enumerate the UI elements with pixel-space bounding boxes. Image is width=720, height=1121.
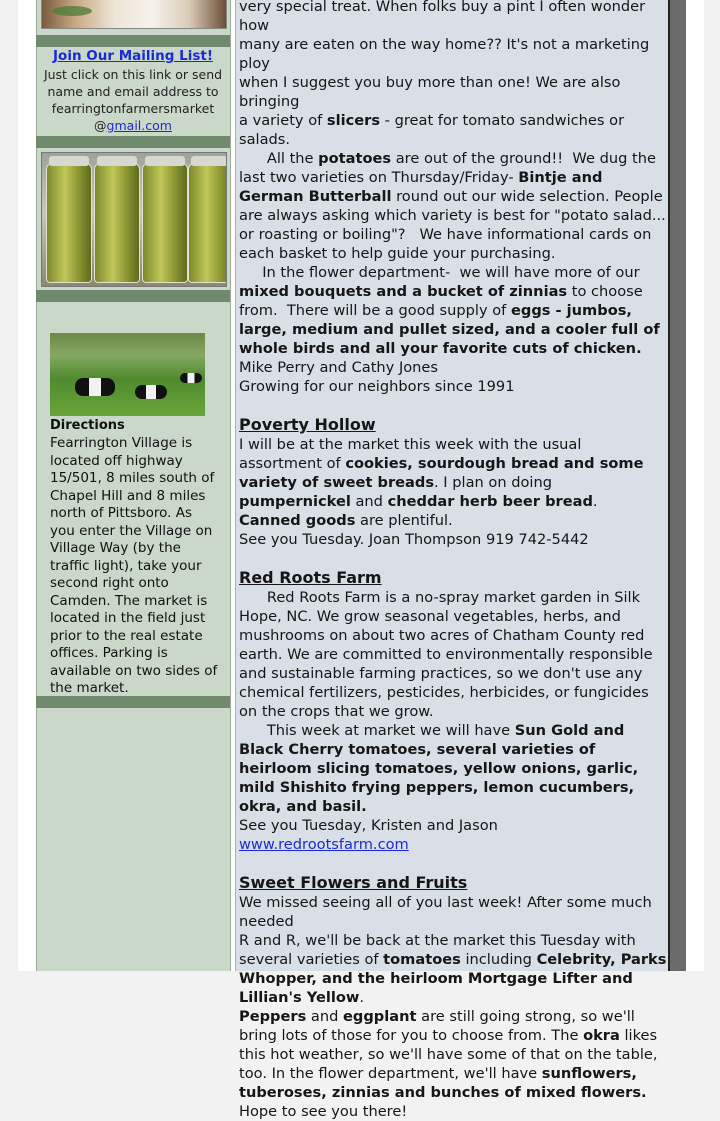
sidebar-divider (36, 136, 230, 148)
intro-line: a variety of slicers - great for tomato sandwiches or salads. (239, 112, 625, 148)
gmail-link[interactable]: gmail.com (106, 118, 172, 133)
sweet-tomatoes: R and R, we'll be back at the market this Tuesday with several varieties of tomatoes including Celebrity, Parks Whopper, and the heirloom Mortgage Lifter and Lillian's Yellow. (239, 932, 667, 1006)
intro-line: many are eaten on the way home?? It's not a marketing ploy (239, 36, 650, 72)
potatoes-paragraph: All the potatoes are out of the ground!! We dug the last two varieties on Thursday/Friday- Bintje and German Butterball round out our wide selection. People are always asking which variety is best for "potato salad... or roasting or boiling"? We have informational cards on each basket to help guide your purchasing. (239, 150, 671, 262)
newsletter-content (239, 0, 671, 1121)
food-photo (41, 0, 227, 29)
sweet-line: needed (239, 913, 294, 930)
mailing-list-link[interactable]: Join Our Mailing List! (53, 48, 213, 64)
right-border (668, 0, 686, 971)
section-title-poverty-hollow: Poverty Hollow (239, 415, 376, 434)
sidebar-divider (36, 290, 230, 302)
poverty-signature: See you Tuesday. Joan Thompson 919 742-5442 (239, 531, 589, 548)
redroots-link[interactable]: www.redrootsfarm.com (239, 836, 409, 853)
directions-text: Fearrington Village is located off highway 15/501, 8 miles south of Chapel Hill and 8 miles north of Pittsboro. As you enter the Village on Village Way (by the traffic light), take your second right onto Camden. The market is located in the field just prior to the real estate offices. Parking is available on two sides of the market. (50, 435, 218, 696)
signature: Growing for our neighbors since 1991 (239, 378, 515, 395)
pickles-jar-photo (41, 152, 227, 287)
poverty-canned: Canned goods are plentiful. (239, 512, 453, 529)
sidebar-divider (36, 696, 230, 708)
sweet-peppers: Peppers and eggplant are still going strong, so we'll bring lots of those for you to choose from. The okra likes this hot weather, so we'll have some of that on the table, too. In the flower department, we'll have sunflowers, tuberoses, zinnias and bunches of mixed flowers. Hope to see you there! (239, 1008, 658, 1120)
flowers-paragraph: In the flower department- we will have more of our mixed bouquets and a bucket of zinnias to choose from. There will be a good supply of eggs - jumbos, large, medium and pullet sized, and a cooler full of whole birds and all your favorite cuts of chicken. (239, 264, 665, 357)
redroots-market: This week at market we will have Sun Gold and Black Cherry tomatoes, several varieties of heirloom slicing tomatoes, yellow onions, garlic, mild Shishito frying peppers, lemon cucumbers, okra, and basil. (239, 722, 644, 815)
cows-field-photo (50, 333, 205, 416)
redroots-signature: See you Tuesday, Kristen and Jason (239, 817, 498, 834)
signature: Mike Perry and Cathy Jones (239, 359, 439, 376)
directions-title: Directions (50, 418, 125, 433)
section-title-sweet-flowers: Sweet Flowers and Fruits (239, 873, 468, 892)
sweet-line: We missed seeing all of you last week! After some much (239, 894, 652, 911)
herb-garnish (52, 6, 92, 16)
poverty-paragraph: I will be at the market this week with the usual assortment of cookies, sourdough bread and some variety of sweet breads. I plan on doing pumpernickel and cheddar herb beer bread. (239, 436, 644, 510)
mailing-list-text: Just click on this link or send name and email address to fearringtonfarmersmarket @gmail.com (43, 67, 223, 133)
redroots-about: Red Roots Farm is a no-spray market garden in Silk Hope, NC. We grow seasonal vegetables, herbs, and mushrooms on about two acres of Chatham County red earth. We are committed to environmentally responsible and sustainable farming practices, so we don't use any chemical fertilizers, pesticides, herbicides, or fungicides on the crops that we grow. (239, 589, 658, 720)
sidebar-divider (36, 35, 230, 47)
intro-line: very special treat. When folks buy a pint I often wonder how (239, 0, 646, 34)
intro-line: when I suggest you buy more than one! We are also bringing (239, 74, 621, 110)
section-title-red-roots: Red Roots Farm (239, 568, 382, 587)
